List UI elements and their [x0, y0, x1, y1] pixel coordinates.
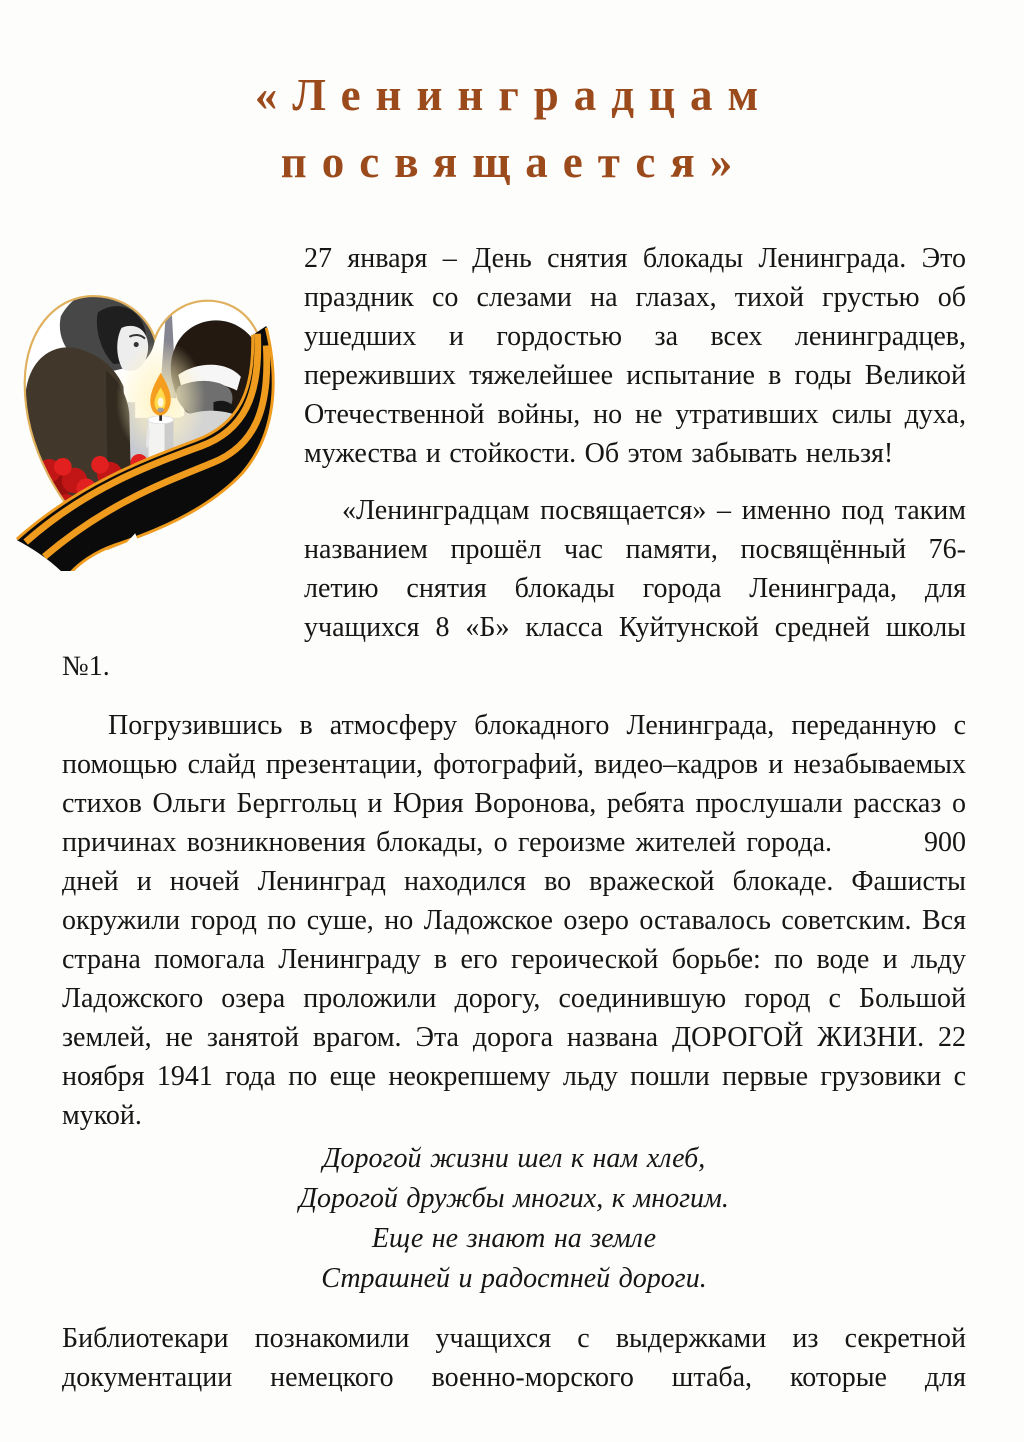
paragraph-3-part1: Погрузившись в атмосферу блокадного Ленинграда, переданную с помощью слайд презентации, фотографий, видео–кадров и незабываемых стихов Ольги Берггольц и Юрия Воронова, ребята прослушали рассказ о причинах возникновения блокады, о героизме жителей города. [62, 710, 966, 859]
paragraph-3 [62, 706, 966, 1135]
page-title [62, 62, 966, 195]
poem-line-4: Страшней и радостней дороги. [321, 1263, 707, 1295]
memorial-emblem-image [12, 253, 278, 571]
paragraph-2: «Ленинградцам посвящается» – именно под таким названием прошёл час памяти, посвящённый 76-летию снятия блокады города Ленинграда, для учащихся 8 «Б» класса Куйтунской средней школы №1. [62, 495, 966, 683]
article-body [62, 239, 966, 1397]
paragraph-1: 27 января – День снятия блокады Ленинграда. Это праздник со слезами на глазах, тихой грустью об ушедших и гордостью за всех ленинградцев, переживших тяжелейшее испытание в годы Великой Отечественной войны, но не утративших силы духа, мужества и стойкости. Об этом забывать нельзя! [304, 243, 966, 470]
poem [62, 1139, 966, 1299]
title-line-1: «Ленинградцам [254, 70, 774, 120]
poem-line-3: Еще не знают на земле [371, 1223, 657, 1255]
title-line-2: посвящается» [280, 136, 748, 187]
paragraph-3-part2: 900 дней и ночей Ленинград находился во вражеской блокаде. Фашисты окружили город по суше, но Ладожское озеро оставалось советским. Вся страна помогала Ленинграду в его героической борьбе: по воде и льду Ладожского озера проложили дорогу, соединившую город с Большой землей, не занятой врагом. Эта дорога названа ДОРОГОЙ ЖИЗНИ. 22 ноября 1941 года по еще неокрепшему льду пошли первые грузовики с мукой. [62, 827, 966, 1132]
poem-line-2: Дорогой дружбы многих, к многим. [299, 1183, 729, 1215]
paragraph-4: Библиотекари познакомили учащихся с выдержками из секретной документации немецкого военно-морского штаба, которые для [62, 1323, 966, 1394]
poem-line-1: Дорогой жизни шел к нам хлеб, [322, 1143, 706, 1175]
memorial-emblem-graphic [12, 253, 278, 571]
